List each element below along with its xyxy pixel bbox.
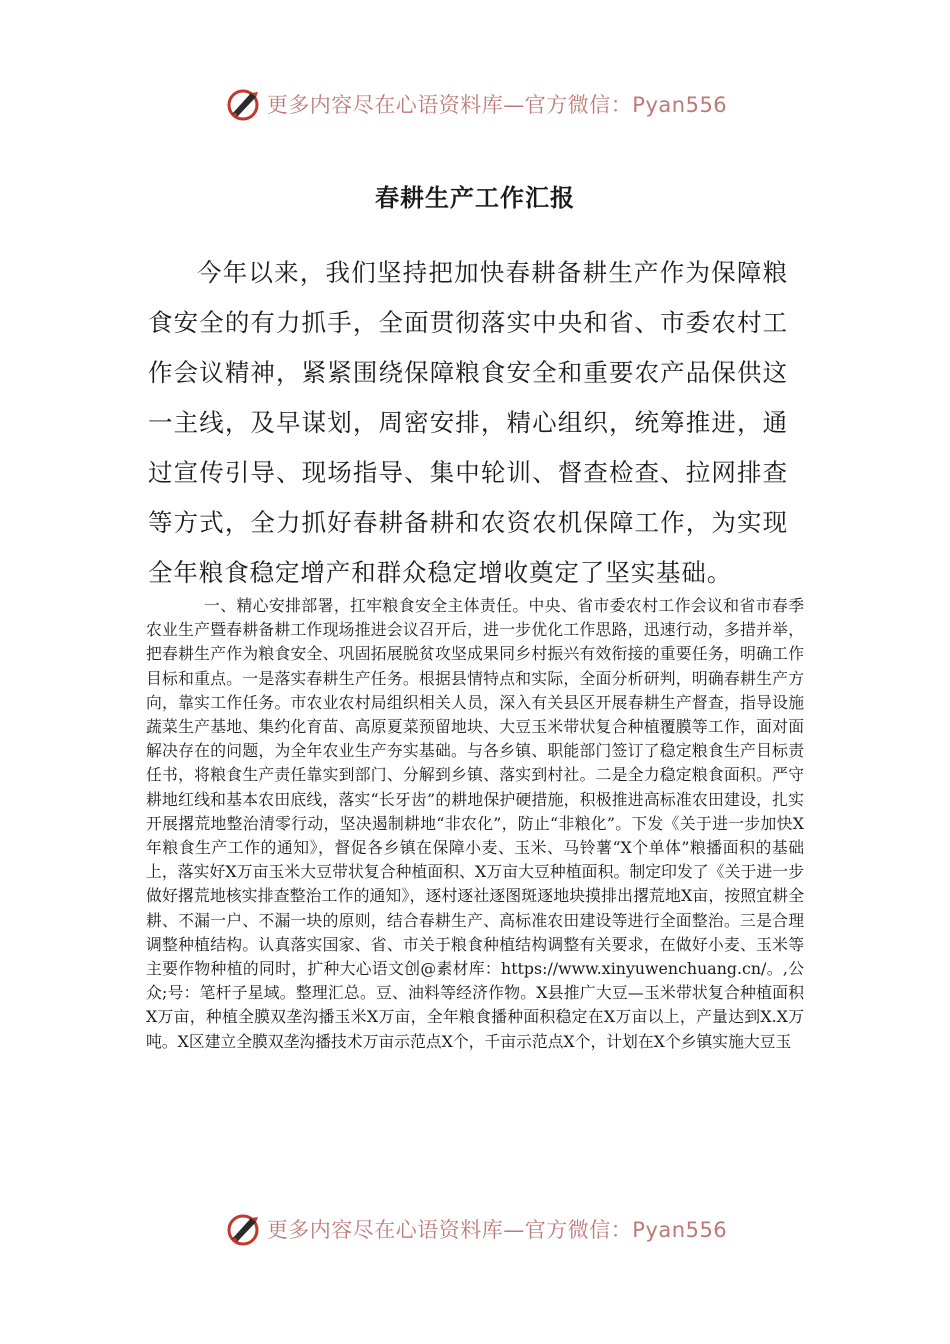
watermark-banner-top [0,82,950,126]
watermark-text: 更多内容尽在心语资料库—官方微信：Pyan556 [266,93,728,117]
pen-logo-icon [223,84,263,124]
document-title: 春耕生产工作汇报 [375,184,575,212]
pen-logo-icon [223,1209,263,1249]
watermark-text: 更多内容尽在心语资料库—官方微信：Pyan556 [266,1218,728,1242]
watermark-banner-bottom [0,1207,950,1251]
body-paragraph: 一、精心安排部署，扛牢粮食安全主体责任。中央、省市委农村工作会议和省市春季农业生产暨春耕备耕工作现场推进会议召开后，进一步优化工作思路，迅速行动，多措并举，把春耕生产作为粮食安全、巩固拓展脱贫攻坚成果同乡村振兴有效衔接的重要任务，明确工作目标和重点。一是落实春耕生产任务。根据县情特点和实际，全面分析研判，明确春耕生产方向，靠实工作任务。市农业农村局组织相关人员，深入有关县区开展春耕生产督查，指导设施蔬菜生产基地、集约化育苗、高原夏菜预留地块、大豆玉米带状复合种植覆膜等工作，面对面解决存在的问题，为全年农业生产夯实基础。与各乡镇、职能部门签订了稳定粮食生产目标责任书，将粮食生产责任靠实到部门、分解到乡镇、落实到村社。二是全力稳定粮食面积。严守耕地红线和基本农田底线，落实“长牙齿”的耕地保护硬措施，积极推进高标准农田建设，扎实开展撂荒地整治清零行动，坚决遏制耕地“非农化”，防止“非粮化”。下发《关于进一步加快X年粮食生产工作的通知》，督促各乡镇在保障小麦、玉米、马铃薯“X个单体”粮播面积的基础上，落实好X万亩玉米大豆带状复合种植面积、X万亩大豆种植面积。制定印发了《关于进一步做好撂荒地核实排查整治工作的通知》，逐村逐社逐图斑逐地块摸排出撂荒地X亩，按照宜耕全耕、不漏一户、不漏一块的原则，结合春耕生产、高标准农田建设等进行全面整治。三是合理调整种植结构。认真落实国家、省、市关于粮食种植结构调整有关要求，在做好小麦、玉米等主要作物种植的同时，扩种大心语文创@素材库：https://www.xinyuwenchuang.cn/。,公众;号：笔杆子星域。整理汇总。豆、油料等经济作物。X县推广大豆—玉米带状复合种植面积X万亩，种植全膜双垄沟播玉米X万亩，全年粮食播种面积稳定在X万亩以上，产量达到X.X万吨。X区建立全膜双垄沟播技术万亩示范点X个，千亩示范点X个，计划在X个乡镇实施大豆玉 [146,596,804,1051]
lead-paragraph: 今年以来，我们坚持把加快春耕备耕生产作为保障粮食安全的有力抓手，全面贯彻落实中央和省、市委农村工作会议精神，紧紧围绕保障粮食安全和重要农产品保供这一主线，及早谋划，周密安排，精心组织，统筹推进，通过宣传引导、现场指导、集中轮训、督查检查、拉网排查等方式，全力抓好春耕备耕和农资农机保障工作，为实现全年粮食稳定增产和群众稳定增收奠定了坚实基础。 [148,258,788,587]
